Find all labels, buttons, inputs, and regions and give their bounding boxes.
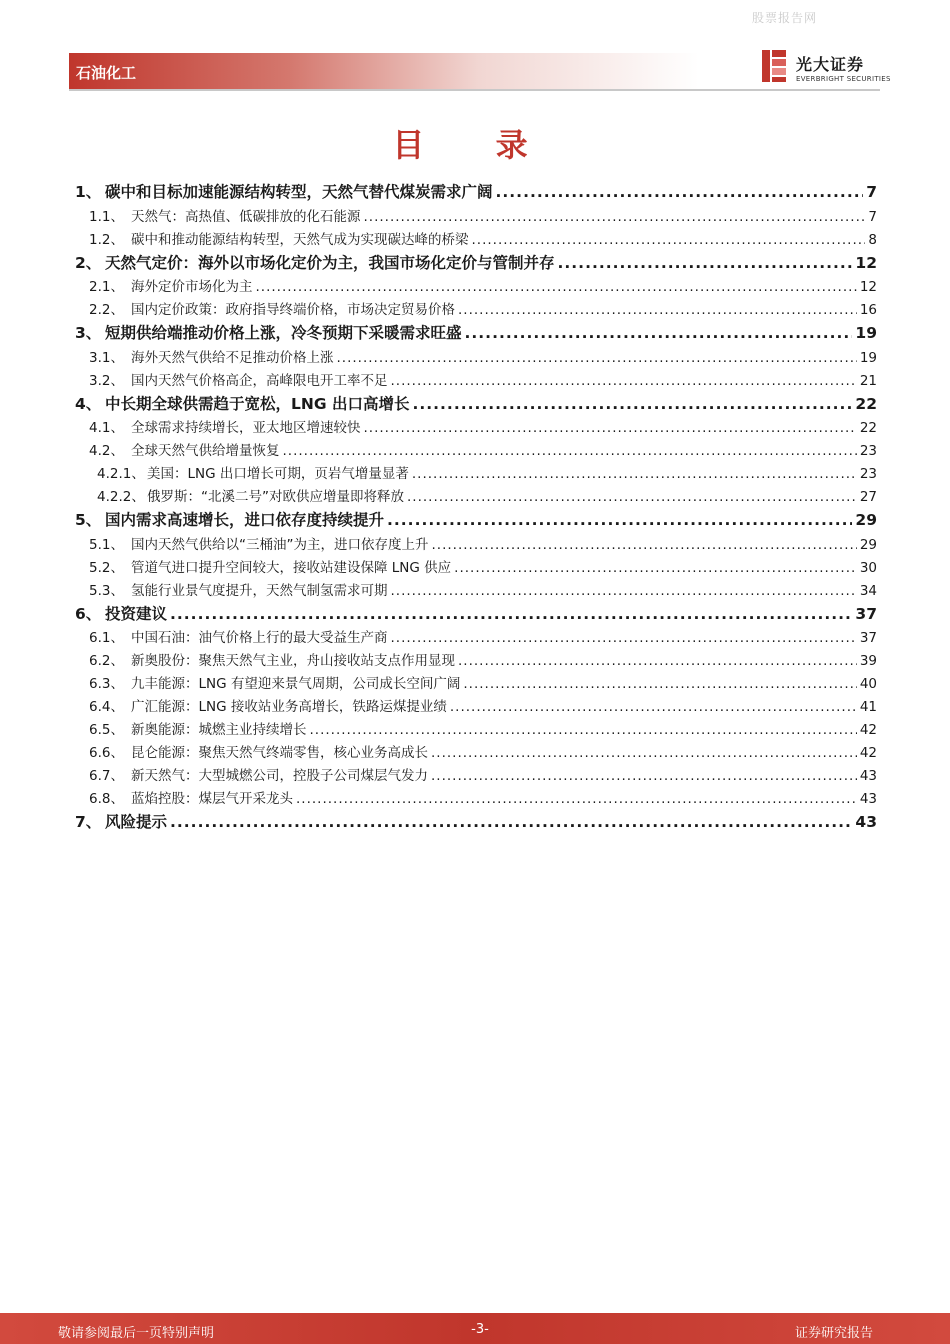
toc-entry-number: 1.2、 xyxy=(89,231,124,248)
toc-entry-page: 37 xyxy=(855,604,877,623)
toc-entry-title: 天然气：高热值、低碳排放的化石能源 xyxy=(131,208,361,225)
toc-leader-dots xyxy=(391,373,857,389)
toc-leader-dots xyxy=(432,537,857,553)
toc-entry-number: 6、 xyxy=(75,604,102,623)
toc-entry-number: 6.7、 xyxy=(89,768,124,784)
toc-entry-page: 8 xyxy=(868,231,877,248)
toc-entry-title: 短期供给端推动价格上涨，冷冬预期下采暖需求旺盛 xyxy=(105,324,462,342)
toc-leader-dots xyxy=(391,630,857,646)
toc-leader-dots xyxy=(458,653,857,669)
toc-entry-number: 3.2、 xyxy=(89,372,124,389)
toc-entry[interactable] xyxy=(75,369,877,392)
toc-entry[interactable] xyxy=(75,346,877,369)
toc-entry[interactable] xyxy=(75,741,877,764)
toc-leader-dots xyxy=(463,676,856,692)
toc-entry-number: 2.1、 xyxy=(89,279,124,295)
toc-entry-number: 3、 xyxy=(75,324,102,342)
toc-entry-title: 碳中和推动能源结构转型，天然气成为实现碳达峰的桥梁 xyxy=(131,231,469,248)
toc-entry-page: 42 xyxy=(859,722,877,738)
toc-entry-number: 6.1、 xyxy=(89,630,124,646)
toc-entry[interactable] xyxy=(75,695,877,718)
toc-entry[interactable] xyxy=(75,462,877,485)
toc-entry-page: 19 xyxy=(855,324,877,342)
toc-entry-number: 5.1、 xyxy=(89,536,124,553)
header-divider xyxy=(69,89,880,91)
toc-entry-title: 海外天然气供给不足推动价格上涨 xyxy=(131,349,334,366)
toc-leader-dots xyxy=(310,722,857,738)
toc-entry-page: 21 xyxy=(859,372,877,389)
toc-entry-title: 新奥股份：聚焦天然气主业，舟山接收站支点作用显现 xyxy=(131,653,455,669)
toc-entry[interactable] xyxy=(75,392,877,417)
toc-entry[interactable] xyxy=(75,485,877,508)
toc-leader-dots xyxy=(337,350,857,366)
toc-title: 目 录 xyxy=(392,126,558,164)
toc-entry-number: 6.2、 xyxy=(89,653,124,669)
toc-leader-dots xyxy=(465,324,853,342)
toc-entry-page: 43 xyxy=(859,768,877,784)
toc-entry[interactable] xyxy=(75,626,877,649)
toc-entry-number: 1.1、 xyxy=(89,208,124,225)
toc-leader-dots xyxy=(364,209,866,225)
toc-leader-dots xyxy=(450,699,857,715)
footer-report-type: 证券研究报告 xyxy=(795,1326,874,1341)
toc-entry[interactable] xyxy=(75,533,877,556)
toc-leader-dots xyxy=(283,443,857,459)
toc-leader-dots xyxy=(407,489,857,505)
toc-entry-page: 7 xyxy=(868,208,877,225)
toc-entry[interactable] xyxy=(75,764,877,787)
toc-entry[interactable] xyxy=(75,602,877,627)
toc-entry-page: 7 xyxy=(866,183,877,201)
toc-leader-dots xyxy=(472,232,866,248)
sector-label: 石油化工 xyxy=(76,64,137,82)
toc-entry-number: 4.2、 xyxy=(89,443,124,459)
toc-entry[interactable] xyxy=(75,228,877,251)
toc-entry-page: 40 xyxy=(859,676,877,692)
toc-entry-page: 43 xyxy=(859,791,877,807)
toc-entry-number: 6.3、 xyxy=(89,676,124,692)
toc-leader-dots xyxy=(431,768,857,784)
toc-entry-title: 广汇能源：LNG 接收站业务高增长，铁路运煤提业绩 xyxy=(131,699,447,715)
toc-entry-page: 39 xyxy=(859,653,877,669)
toc-entry-number: 6.6、 xyxy=(89,745,124,761)
toc-entry-page: 43 xyxy=(855,813,877,831)
toc-entry-number: 2、 xyxy=(75,253,102,272)
footer-disclaimer: 敬请参阅最后一页特别声明 xyxy=(58,1326,215,1341)
toc-entry-page: 16 xyxy=(859,302,877,318)
toc-leader-dots xyxy=(431,745,857,761)
toc-entry[interactable] xyxy=(75,649,877,672)
toc-entry[interactable] xyxy=(75,298,877,321)
toc-entry[interactable] xyxy=(75,180,877,205)
toc-entry[interactable] xyxy=(75,416,877,439)
toc-entry-page: 42 xyxy=(859,745,877,761)
logo-name-cn: 光大证券 xyxy=(796,55,865,74)
toc-entry-number: 4、 xyxy=(75,394,102,413)
toc-entry[interactable] xyxy=(75,718,877,741)
toc-entry-number: 1、 xyxy=(75,183,102,201)
toc-leader-dots xyxy=(170,605,852,623)
toc-entry-page: 34 xyxy=(859,582,877,599)
sector-header-bar xyxy=(69,53,699,89)
toc-entry-title: 海外定价市场化为主 xyxy=(131,279,253,295)
toc-entry-number: 4.2.1、 xyxy=(97,466,145,482)
toc-entry-title: 国内需求高速增长，进口依存度持续提升 xyxy=(105,511,385,529)
toc-entry-page: 27 xyxy=(859,489,877,505)
toc-entry[interactable] xyxy=(75,275,877,298)
toc-entry-title: 蓝焰控股：煤层气开采龙头 xyxy=(131,791,293,807)
toc-entry[interactable] xyxy=(75,672,877,695)
toc-entry-title: 氢能行业景气度提升，天然气制氢需求可期 xyxy=(131,582,388,599)
toc-leader-dots xyxy=(387,511,852,529)
table-of-contents xyxy=(75,180,877,835)
toc-entry[interactable] xyxy=(75,556,877,579)
toc-entry-number: 3.1、 xyxy=(89,349,124,366)
toc-leader-dots xyxy=(412,466,857,482)
toc-leader-dots xyxy=(496,183,864,201)
toc-entry-page: 29 xyxy=(855,511,877,529)
toc-entry-title: 管道气进口提升空间较大，接收站建设保障 LNG 供应 xyxy=(131,559,452,576)
page-number: -3- xyxy=(471,1322,489,1337)
toc-entry-title: 中国石油：油气价格上行的最大受益生产商 xyxy=(131,630,388,646)
toc-entry-title: 国内天然气供给以“三桶油”为主，进口依存度上升 xyxy=(131,536,429,553)
toc-entry[interactable] xyxy=(75,579,877,602)
toc-entry-page: 23 xyxy=(859,466,877,482)
toc-entry-page: 12 xyxy=(855,253,877,272)
toc-entry-title: 昆仑能源：聚焦天然气终端零售，核心业务高成长 xyxy=(131,745,428,761)
toc-entry-title: 美国：LNG 出口增长可期，页岩气增量显著 xyxy=(147,466,409,482)
toc-entry-title: 全球天然气供给增量恢复 xyxy=(131,443,280,459)
toc-entry-title: 碳中和目标加速能源结构转型，天然气替代煤炭需求广阔 xyxy=(105,183,493,201)
toc-leader-dots xyxy=(391,583,857,599)
toc-leader-dots xyxy=(364,420,857,436)
watermark-text: 股票报告网 xyxy=(752,11,818,25)
toc-entry-page: 41 xyxy=(859,699,877,715)
toc-entry-title: 投资建议 xyxy=(105,604,168,623)
toc-entry-page: 22 xyxy=(859,420,877,436)
toc-leader-dots xyxy=(458,302,857,318)
toc-entry-title: 新奥能源：城燃主业持续增长 xyxy=(131,722,307,738)
toc-entry-number: 4.1、 xyxy=(89,420,124,436)
toc-entry-page: 29 xyxy=(859,536,877,553)
toc-entry-page: 12 xyxy=(859,279,877,295)
toc-entry-title: 风险提示 xyxy=(105,813,168,831)
toc-leader-dots xyxy=(454,560,857,576)
toc-entry-page: 37 xyxy=(859,630,877,646)
toc-entry-number: 6.8、 xyxy=(89,791,124,807)
toc-entry-number: 4.2.2、 xyxy=(97,489,145,505)
toc-entry[interactable] xyxy=(75,810,877,835)
toc-entry-title: 天然气定价：海外以市场化定价为主，我国市场化定价与管制并存 xyxy=(105,253,555,272)
toc-entry[interactable] xyxy=(75,787,877,810)
toc-entry-page: 23 xyxy=(859,443,877,459)
toc-entry-number: 6.4、 xyxy=(89,699,124,715)
toc-entry[interactable] xyxy=(75,205,877,228)
toc-entry[interactable] xyxy=(75,321,877,346)
logo-name-en: EVERBRIGHT SECURITIES xyxy=(796,75,891,83)
toc-entry-title: 国内天然气价格高企，高峰限电开工率不足 xyxy=(131,372,388,389)
toc-entry-page: 22 xyxy=(855,394,877,413)
toc-entry-title: 俄罗斯：“北溪二号”对欧供应增量即将释放 xyxy=(147,489,404,505)
toc-entry-number: 5.2、 xyxy=(89,559,124,576)
toc-leader-dots xyxy=(412,395,852,413)
toc-entry-page: 30 xyxy=(859,559,877,576)
toc-entry-number: 6.5、 xyxy=(89,722,124,738)
toc-leader-dots xyxy=(558,254,853,272)
toc-entry-number: 2.2、 xyxy=(89,302,124,318)
toc-entry-title: 中长期全球供需趋于宽松，LNG 出口高增长 xyxy=(105,394,410,413)
toc-entry-title: 新天然气：大型城燃公司，控股子公司煤层气发力 xyxy=(131,768,428,784)
toc-entry-number: 5、 xyxy=(75,511,102,529)
toc-entry-page: 19 xyxy=(859,349,877,366)
toc-entry-number: 7、 xyxy=(75,813,102,831)
toc-entry[interactable] xyxy=(75,439,877,462)
toc-entry-title: 国内定价政策：政府指导终端价格，市场决定贸易价格 xyxy=(131,302,455,318)
toc-leader-dots xyxy=(296,791,857,807)
toc-entry-title: 九丰能源：LNG 有望迎来景气周期，公司成长空间广阔 xyxy=(131,676,461,692)
toc-entry-number: 5.3、 xyxy=(89,582,124,599)
toc-leader-dots xyxy=(170,813,852,831)
toc-entry[interactable] xyxy=(75,508,877,533)
toc-entry[interactable] xyxy=(75,251,877,276)
toc-entry-title: 全球需求持续增长，亚太地区增速较快 xyxy=(131,420,361,436)
toc-leader-dots xyxy=(256,279,857,295)
